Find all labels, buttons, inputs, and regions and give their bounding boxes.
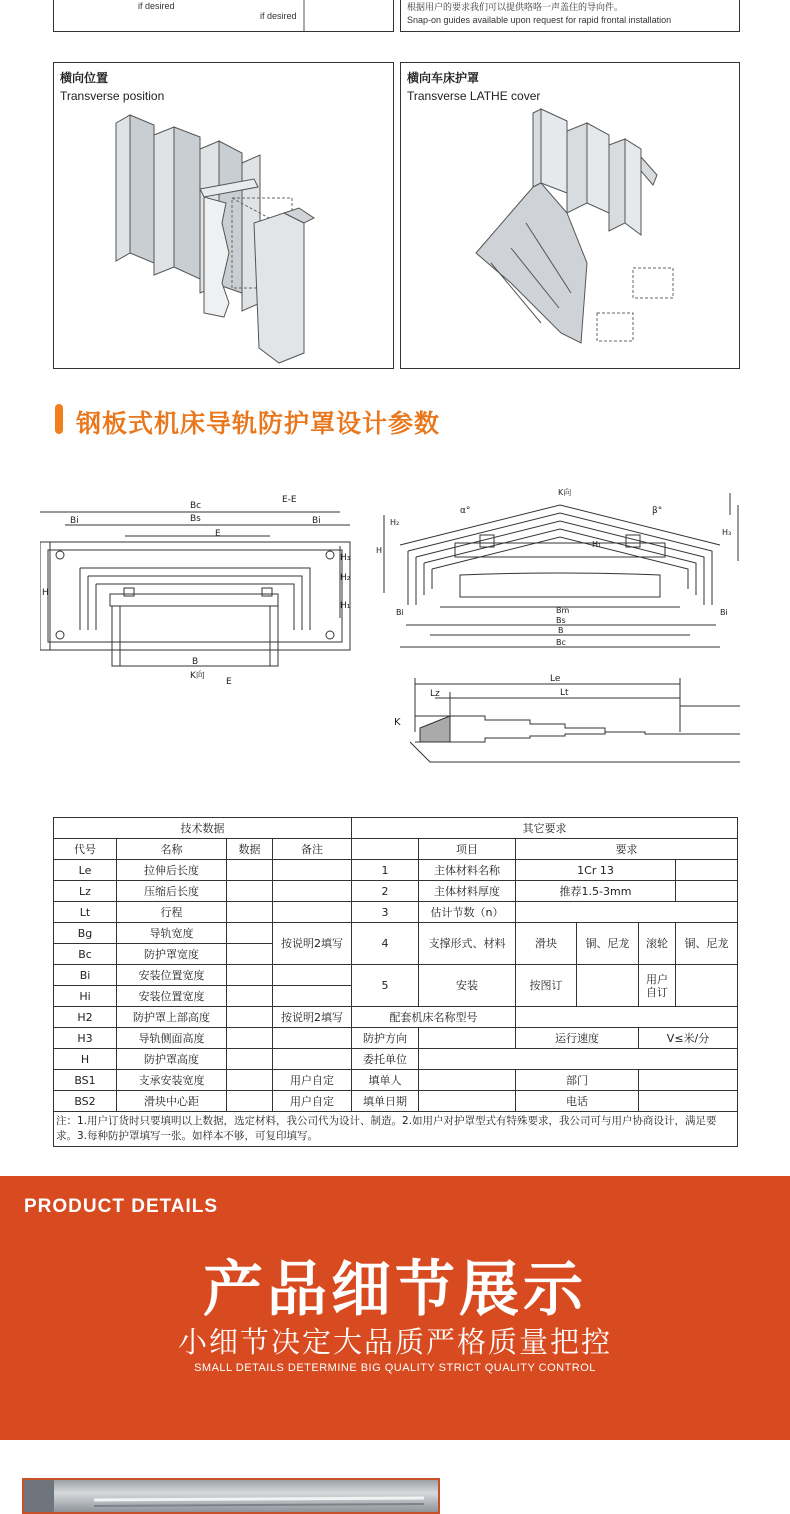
row-name: 导轨侧面高度 bbox=[117, 1028, 227, 1049]
label-K: K bbox=[394, 717, 401, 728]
row-remark-bg-bc: 按说明2填写 bbox=[273, 923, 352, 965]
cross-section-drawing bbox=[370, 485, 750, 665]
snap-on-en-text: Snap-on guides available upon request for rapid frontal installation bbox=[407, 15, 672, 25]
label-E-top: E bbox=[215, 529, 221, 539]
consigner-label: 委托单位 bbox=[352, 1049, 419, 1070]
label-Le: Le bbox=[550, 674, 561, 684]
label-K: K向 bbox=[558, 488, 572, 497]
row-code: Lz bbox=[54, 881, 117, 902]
row-code: Bi bbox=[54, 965, 117, 986]
label-Bi-left: Bi bbox=[396, 608, 404, 617]
machine-model-label: 配套机床名称型号 bbox=[352, 1007, 516, 1028]
if-desired-text-2: if desired bbox=[260, 11, 297, 21]
top-left-lines bbox=[54, 0, 394, 32]
panel-title-en: Transverse LATHE cover bbox=[407, 89, 541, 103]
product-details-label: PRODUCT DETAILS bbox=[24, 1196, 219, 1217]
row-name: 滑块中心距 bbox=[117, 1091, 227, 1112]
label-H1: H₁ bbox=[592, 540, 602, 549]
side-elevation-drawing bbox=[390, 672, 750, 772]
row-code: Lt bbox=[54, 902, 117, 923]
other-extra[interactable] bbox=[676, 881, 738, 902]
transverse-position-illustration bbox=[54, 63, 394, 369]
row-name: 压缩后长度 bbox=[117, 881, 227, 902]
date-value[interactable] bbox=[419, 1091, 516, 1112]
row-code: H bbox=[54, 1049, 117, 1070]
row-data[interactable] bbox=[227, 1091, 273, 1112]
option-copper-nylon-2[interactable]: 铜、尼龙 bbox=[676, 923, 738, 965]
label-Bs: Bs bbox=[190, 514, 201, 524]
row-remark[interactable] bbox=[273, 881, 352, 902]
row-name: 安装位置宽度 bbox=[117, 965, 227, 986]
row-name: 防护罩上部高度 bbox=[117, 1007, 227, 1028]
machine-model-value[interactable] bbox=[516, 1007, 738, 1028]
label-Lz: Lz bbox=[430, 689, 440, 699]
row-remark-bs2: 用户自定 bbox=[273, 1091, 352, 1112]
row-remark[interactable] bbox=[273, 902, 352, 923]
photo-rails bbox=[24, 1480, 440, 1514]
if-desired-text: if desired bbox=[138, 1, 175, 11]
other-num: 2 bbox=[352, 881, 419, 902]
row-code: Le bbox=[54, 860, 117, 881]
row-code: BS1 bbox=[54, 1070, 117, 1091]
row-name: 防护罩高度 bbox=[117, 1049, 227, 1070]
label-Bi-left: Bi bbox=[70, 516, 79, 526]
label-Bm: Bm bbox=[556, 606, 570, 615]
option-slider[interactable]: 滑块 bbox=[516, 923, 577, 965]
row-remark[interactable] bbox=[273, 965, 352, 986]
row-remark[interactable] bbox=[273, 1028, 352, 1049]
front-section-drawing bbox=[40, 490, 360, 690]
speed-label: 运行速度 bbox=[516, 1028, 639, 1049]
label-H2: H₂ bbox=[340, 573, 351, 583]
option-roller[interactable]: 滚轮 bbox=[639, 923, 676, 965]
label-Lt: Lt bbox=[560, 688, 569, 698]
other-item: 支撑形式、材料 bbox=[419, 923, 516, 965]
col-code: 代号 bbox=[54, 839, 117, 860]
col-data: 数据 bbox=[227, 839, 273, 860]
panel-title-cn: 横向车床护罩 bbox=[407, 71, 480, 85]
other-req: 推荐1.5-3mm bbox=[516, 881, 676, 902]
row-name: 导轨宽度 bbox=[117, 923, 227, 944]
panel-title-cn: 横向位置 bbox=[60, 71, 109, 85]
other-item: 估计节数（n） bbox=[419, 902, 516, 923]
row-name: 安装位置宽度 bbox=[117, 986, 227, 1007]
dept-label: 部门 bbox=[516, 1070, 639, 1091]
transverse-position-panel bbox=[53, 62, 394, 369]
label-H: H bbox=[376, 546, 383, 555]
option-copper-nylon[interactable]: 铜、尼龙 bbox=[577, 923, 639, 965]
label-B: B bbox=[558, 626, 564, 635]
col-remark: 备注 bbox=[273, 839, 352, 860]
row-data[interactable] bbox=[227, 1049, 273, 1070]
row-data[interactable] bbox=[227, 902, 273, 923]
other-num: 3 bbox=[352, 902, 419, 923]
row-code: Bg bbox=[54, 923, 117, 944]
row-code: H3 bbox=[54, 1028, 117, 1049]
row-remark[interactable] bbox=[273, 1049, 352, 1070]
row-name: 行程 bbox=[117, 902, 227, 923]
protect-direction-label: 防护方向 bbox=[352, 1028, 419, 1049]
table-head-right: 其它要求 bbox=[352, 818, 738, 839]
row-data[interactable] bbox=[227, 986, 273, 1007]
row-remark[interactable] bbox=[273, 860, 352, 881]
label-H2: H₂ bbox=[390, 518, 400, 527]
row-data[interactable] bbox=[227, 1070, 273, 1091]
other-item: 安装 bbox=[419, 965, 516, 1007]
date-label: 填单日期 bbox=[352, 1091, 419, 1112]
option-user-defined[interactable]: 用户自订 bbox=[639, 965, 676, 1007]
other-num: 5 bbox=[352, 965, 419, 1007]
lathe-cover-illustration bbox=[401, 63, 740, 369]
label-Bc: Bc bbox=[190, 501, 202, 511]
panel-title-en: Transverse position bbox=[60, 89, 165, 103]
other-extra[interactable] bbox=[676, 860, 738, 881]
top-left-info-box bbox=[53, 0, 394, 32]
phone-label: 电话 bbox=[516, 1091, 639, 1112]
row-code: Hi bbox=[54, 986, 117, 1007]
option-by-drawing[interactable]: 按图订 bbox=[516, 965, 577, 1007]
transverse-lathe-cover-panel bbox=[400, 62, 740, 369]
other-req[interactable] bbox=[516, 902, 738, 923]
banner-subtitle-en: SMALL DETAILS DETERMINE BIG QUALITY STRICT QUALITY CONTROL bbox=[194, 1362, 596, 1374]
product-details-banner bbox=[0, 1176, 790, 1440]
row-data[interactable] bbox=[227, 881, 273, 902]
label-H3: H₃ bbox=[340, 553, 351, 563]
row-data[interactable] bbox=[227, 944, 273, 965]
label-Bs: Bs bbox=[556, 616, 566, 625]
row-code: BS2 bbox=[54, 1091, 117, 1112]
row-remark[interactable] bbox=[273, 986, 352, 1007]
other-item: 主体材料名称 bbox=[419, 860, 516, 881]
label-EE: E-E bbox=[282, 495, 297, 505]
row-data[interactable] bbox=[227, 1007, 273, 1028]
top-right-info-box bbox=[400, 0, 740, 32]
other-req: 1Cr 13 bbox=[516, 860, 676, 881]
spec-table bbox=[53, 817, 738, 1147]
row-name: 支承安装宽度 bbox=[117, 1070, 227, 1091]
option-blank-2[interactable] bbox=[676, 965, 738, 1007]
row-remark-bs1: 用户自定 bbox=[273, 1070, 352, 1091]
label-E-bottom: E bbox=[226, 677, 232, 687]
label-H3: H₃ bbox=[722, 528, 732, 537]
row-name: 防护罩宽度 bbox=[117, 944, 227, 965]
banner-subtitle: 小细节决定大品质严格质量把控 bbox=[177, 1325, 612, 1359]
col-req: 要求 bbox=[516, 839, 738, 860]
row-code: Bc bbox=[54, 944, 117, 965]
other-num: 1 bbox=[352, 860, 419, 881]
filler-label: 填单人 bbox=[352, 1070, 419, 1091]
label-alpha: α° bbox=[460, 506, 471, 516]
row-data[interactable] bbox=[227, 923, 273, 944]
label-B: B bbox=[192, 657, 199, 667]
label-H: H bbox=[42, 588, 49, 598]
label-Bc: Bc bbox=[556, 638, 566, 647]
table-note: 注：1.用户订货时只要填明以上数据，选定材料，我公司代为设计、制造。2.如用户对护罩型式有特殊要求，我公司可与用户协商设计，满足要求。3.每种防护罩填写一张。如样本不够，可复印填写。 bbox=[54, 1112, 738, 1147]
table-head-left: 技术数据 bbox=[54, 818, 352, 839]
section-accent-bar bbox=[55, 404, 63, 434]
speed-value: V≤米/分 bbox=[639, 1028, 738, 1049]
row-remark-h2: 按说明2填写 bbox=[273, 1007, 352, 1028]
protect-direction-value[interactable] bbox=[419, 1028, 516, 1049]
snap-on-cn-text: 根据用户的要求我们可以提供咯咯一声盖住的导向件。 bbox=[407, 2, 624, 12]
label-Bi-right: Bi bbox=[720, 608, 728, 617]
label-Bi-right: Bi bbox=[312, 516, 321, 526]
other-item: 主体材料厚度 bbox=[419, 881, 516, 902]
filler-value[interactable] bbox=[419, 1070, 516, 1091]
row-data[interactable] bbox=[227, 860, 273, 881]
consigner-value[interactable] bbox=[419, 1049, 738, 1070]
row-data[interactable] bbox=[227, 965, 273, 986]
other-num: 4 bbox=[352, 923, 419, 965]
col-name: 名称 bbox=[117, 839, 227, 860]
row-code: H2 bbox=[54, 1007, 117, 1028]
section-title: 钢板式机床导轨防护罩设计参数 bbox=[76, 409, 441, 438]
product-photo bbox=[22, 1478, 440, 1514]
col-num bbox=[352, 839, 419, 860]
label-beta: β° bbox=[652, 506, 663, 516]
banner-title: 产品细节展示 bbox=[203, 1255, 587, 1325]
dept-value[interactable] bbox=[639, 1070, 738, 1091]
phone-value[interactable] bbox=[639, 1091, 738, 1112]
label-K: K向 bbox=[190, 671, 205, 681]
option-blank[interactable] bbox=[577, 965, 639, 1007]
row-data[interactable] bbox=[227, 1028, 273, 1049]
col-item: 项目 bbox=[419, 839, 516, 860]
label-H1: H₁ bbox=[340, 601, 351, 611]
row-name: 拉伸后长度 bbox=[117, 860, 227, 881]
